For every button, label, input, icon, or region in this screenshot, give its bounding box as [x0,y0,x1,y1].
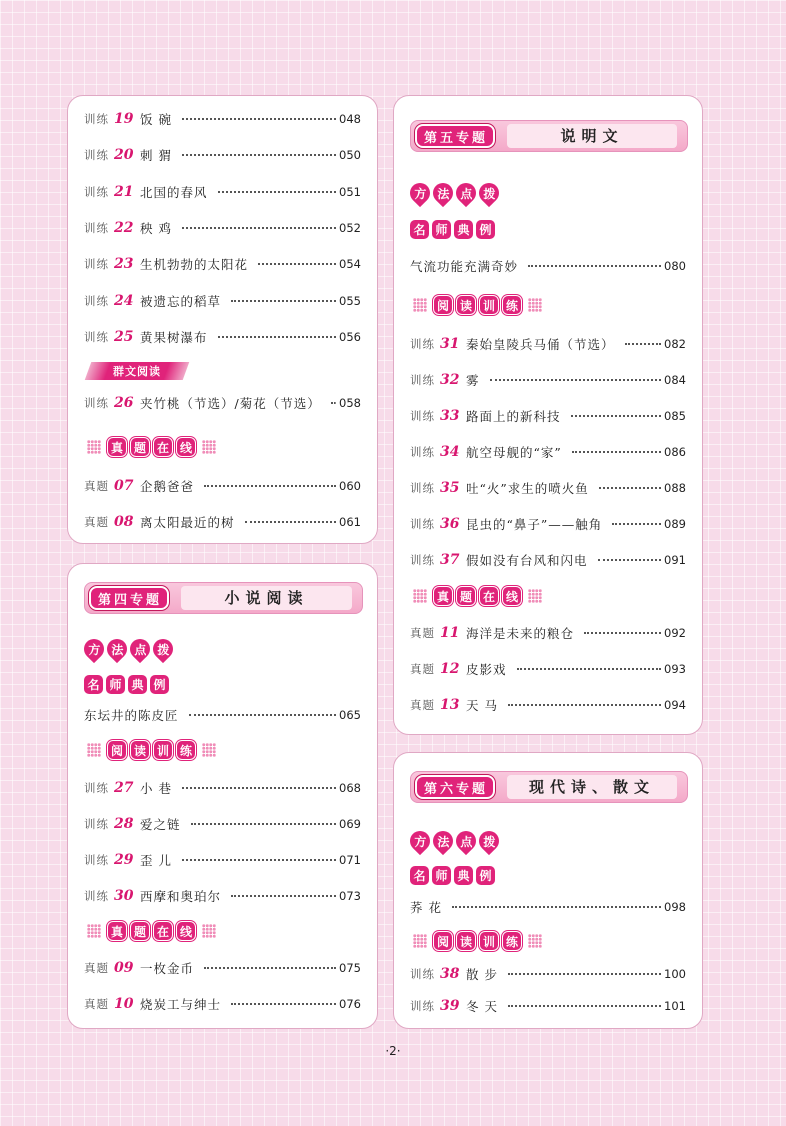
entry-kind: 训练 [410,517,435,531]
entry-number: 11 [440,625,460,641]
entry-number: 34 [440,444,460,460]
pin-icon [452,179,480,207]
label-char: 阅 [433,931,453,951]
pin-icon [429,179,457,207]
entry-page: 088 [664,481,686,495]
label-char: 例 [150,675,169,694]
entry-number: 30 [114,888,134,904]
toc-entry[interactable] [84,703,361,727]
entry-number: 32 [440,372,460,388]
badge-char: 六 [440,781,455,797]
toc-panel-section-4 [67,563,378,1029]
badge-char: 专 [456,130,471,146]
entry-title: 假如没有台风和闪电 [466,553,588,568]
example-label [84,675,169,694]
entry-kind: 训练 [84,184,109,199]
entry-number: 23 [114,256,134,273]
label-char: 读 [456,295,476,315]
label-char: 例 [476,220,495,239]
dot-leader [189,714,337,716]
toc-entry[interactable] [410,962,686,986]
example-label [410,220,495,239]
entry-number: 08 [114,514,134,530]
entry-kind: 训练 [84,148,109,163]
dot-leader [612,523,661,525]
entry-kind: 训练 [84,396,109,410]
toc-entry[interactable] [84,956,361,980]
reading-training-label [84,740,219,760]
toc-entry[interactable] [410,368,686,392]
method-label [410,831,499,851]
dot-leader [584,632,661,634]
ribbon-label: 群文阅读 [113,365,161,378]
entry-title: 皮影戏 [466,662,507,677]
section-header [410,771,688,803]
toc-entry[interactable] [84,289,361,313]
toc-entry[interactable] [410,332,686,356]
label-char: 练 [176,740,196,760]
pin-char: 法 [436,186,450,201]
entry-title: 天 马 [466,698,498,713]
entry-number: 20 [114,147,134,164]
entry-kind: 训练 [84,329,109,344]
entry-title: 饭 碗 [140,112,172,127]
dot-leader [508,973,661,975]
dot-leader [625,343,662,345]
entry-title: 冬 天 [466,999,498,1014]
entry-title: 爱之链 [140,817,181,832]
dot-leader [182,859,336,861]
entry-page: 069 [339,817,361,831]
toc-panel-section-5 [393,95,703,735]
entry-page: 060 [339,479,361,493]
label-char: 线 [176,921,196,941]
method-label [410,183,499,203]
toc-entry[interactable] [410,440,686,464]
entry-kind: 真题 [410,662,435,676]
entry-page: 050 [339,148,361,163]
dot-leader [182,787,336,789]
label-char: 名 [84,675,103,694]
badge-char: 专 [130,592,145,608]
entry-page: 098 [664,900,686,914]
example-label [410,866,495,885]
label-char: 典 [128,675,147,694]
toc-entry[interactable] [84,812,361,836]
toc-entry[interactable] [84,252,361,276]
pin-icon [406,179,434,207]
dot-pattern-icon [202,743,216,757]
entry-title: 一枚金币 [140,961,195,976]
exam-online-label [84,437,219,457]
toc-entry[interactable] [84,216,361,240]
dot-pattern-icon [413,298,427,312]
exam-online-label [410,586,545,606]
entry-kind: 训练 [410,553,435,567]
entry-title: 航空母舰的“家” [466,445,562,460]
section-badge [415,124,495,148]
toc-entry[interactable] [84,992,361,1016]
label-char: 在 [153,437,173,457]
entry-number: 37 [440,552,460,568]
entry-title: 烧炭工与绅士 [140,997,222,1012]
entry-kind: 训练 [410,337,435,351]
dot-leader [231,1003,336,1005]
label-char: 真 [107,437,127,457]
pin-char: 拨 [482,186,496,201]
toc-panel-section-6 [393,752,703,1029]
label-char: 练 [502,931,522,951]
entry-number: 28 [114,816,134,832]
entry-page: 094 [664,698,686,712]
entry-kind: 训练 [84,257,109,272]
dot-pattern-icon [528,298,542,312]
pin-icon [126,635,154,663]
pin-icon [452,827,480,855]
label-char: 读 [130,740,150,760]
entry-number: 24 [114,292,134,309]
entry-kind: 训练 [410,481,435,495]
toc-entry[interactable] [84,884,361,908]
entry-title: 歪 儿 [140,853,172,868]
entry-page: 068 [339,781,361,795]
entry-page: 085 [664,409,686,423]
toc-entry[interactable] [410,512,686,536]
pin-char: 拨 [482,834,496,849]
entry-page: 091 [664,553,686,567]
entry-kind: 训练 [410,445,435,459]
entry-page: 076 [339,997,361,1011]
entry-kind: 训练 [84,293,109,308]
label-char: 师 [432,220,451,239]
label-char: 师 [106,675,125,694]
label-char: 真 [107,921,127,941]
entry-number: 22 [114,219,134,236]
badge-char: 四 [114,592,129,608]
section-badge [415,775,495,799]
badge-char: 第 [424,130,439,146]
label-char: 名 [410,220,429,239]
label-char: 阅 [433,295,453,315]
entry-kind: 训练 [410,999,435,1013]
entry-page: 073 [339,889,361,903]
entry-title: 被遗忘的稻草 [140,293,222,309]
pin-char: 点 [459,186,473,201]
dot-pattern-icon [528,589,542,603]
label-char: 师 [432,866,451,885]
dot-leader [452,906,661,908]
dot-pattern-icon [87,924,101,938]
entry-kind: 真题 [84,479,109,493]
section-badge [89,586,169,610]
dot-leader [231,300,336,302]
entry-kind: 训练 [84,220,109,235]
toc-entry[interactable] [410,254,686,278]
label-char: 名 [410,866,429,885]
entry-page: 048 [339,112,361,126]
entry-kind: 真题 [84,997,109,1011]
toc-entry[interactable] [84,325,361,349]
entry-number: 36 [440,516,460,532]
pin-icon [475,179,503,207]
entry-kind: 训练 [84,817,109,831]
badge-char: 专 [456,781,471,797]
entry-page: 051 [339,184,361,199]
pin-char: 方 [413,186,427,201]
entry-kind: 训练 [410,373,435,387]
entry-page: 092 [664,626,686,640]
toc-entry[interactable] [84,180,361,204]
pin-char: 方 [413,834,427,849]
entry-title: 气流功能充满奇妙 [410,259,519,274]
reading-training-label [410,295,545,315]
dot-pattern-icon [202,924,216,938]
label-char: 训 [479,295,499,315]
dot-leader [528,265,661,267]
section-title: 小说阅读 [181,586,352,610]
dot-leader [182,227,336,229]
entry-number: 19 [114,111,134,127]
pin-char: 点 [133,642,147,657]
dot-leader [508,704,661,706]
entry-page: 089 [664,517,686,531]
entry-number: 39 [440,998,460,1014]
label-char: 线 [502,586,522,606]
entry-number: 26 [114,395,134,411]
dot-leader [204,967,336,969]
entry-page: 071 [339,853,361,867]
entry-page: 075 [339,961,361,975]
entry-title: 秦始皇陵兵马俑（节选） [466,337,615,352]
pin-icon [149,635,177,663]
entry-page: 055 [339,293,361,308]
dot-leader [599,487,661,489]
toc-entry[interactable] [410,994,686,1018]
entry-kind: 真题 [84,961,109,975]
entry-number: 29 [114,852,134,868]
entry-page: 061 [339,515,361,529]
entry-number: 31 [440,336,460,352]
pin-icon [475,827,503,855]
entry-number: 21 [114,183,134,200]
toc-entry[interactable] [410,404,686,428]
entry-number: 10 [114,996,134,1012]
entry-number: 33 [440,408,460,424]
entry-title: 东坛井的陈皮匠 [84,708,179,723]
dot-leader [231,895,336,897]
entry-page: 100 [664,967,686,981]
entry-number: 12 [440,661,460,677]
entry-title: 路面上的新科技 [466,409,561,424]
entry-title: 荞 花 [410,900,442,915]
dot-leader [191,823,337,825]
section-title: 现代诗、散文 [507,775,677,799]
label-char: 读 [456,931,476,951]
dot-leader [598,559,662,561]
toc-panel-continued [67,95,378,544]
page-number: ·2· [385,1044,401,1058]
entry-title: 夹竹桃（节选）/菊花（节选） [140,396,321,411]
entry-kind: 训练 [84,112,109,126]
label-char: 典 [454,220,473,239]
pin-icon [103,635,131,663]
dot-leader [204,485,336,487]
entry-title: 离太阳最近的树 [140,515,235,530]
pin-char: 法 [110,642,124,657]
entry-kind: 训练 [410,409,435,423]
label-char: 题 [130,921,150,941]
entry-title: 企鹅爸爸 [140,479,195,494]
entry-title: 散 步 [466,967,498,982]
dot-leader [517,668,662,670]
toc-entry[interactable] [84,510,361,534]
badge-char: 第 [424,781,439,797]
entry-page: 058 [339,396,361,410]
group-reading-ribbon [85,362,190,380]
toc-entry[interactable] [410,548,686,572]
label-char: 阅 [107,740,127,760]
label-char: 训 [153,740,173,760]
toc-entry[interactable] [410,895,686,919]
entry-number: 35 [440,480,460,496]
badge-char: 题 [472,130,487,146]
toc-entry[interactable] [410,693,686,717]
entry-page: 056 [339,329,361,344]
entry-page: 086 [664,445,686,459]
label-char: 练 [502,295,522,315]
entry-page: 093 [664,662,686,676]
badge-char: 五 [440,130,455,146]
entry-title: 北国的春风 [140,184,208,200]
entry-title: 小 巷 [140,781,172,796]
pin-char: 拨 [156,642,170,657]
pin-char: 方 [87,642,101,657]
entry-kind: 真题 [84,515,109,529]
entry-title: 海洋是未来的粮仓 [466,626,575,641]
label-char: 在 [479,586,499,606]
toc-entry[interactable] [84,848,361,872]
label-char: 真 [433,586,453,606]
dot-leader [508,1005,661,1007]
toc-entry[interactable] [410,621,686,645]
section-title: 说明文 [507,124,677,148]
badge-char: 题 [146,592,161,608]
dot-leader [245,521,337,523]
entry-page: 065 [339,708,361,722]
label-char: 在 [153,921,173,941]
entry-number: 13 [440,697,460,713]
entry-number: 27 [114,780,134,796]
entry-title: 吐“火”求生的喷火鱼 [466,481,589,496]
entry-title: 刺 猬 [140,148,172,164]
entry-title: 生机勃勃的太阳花 [140,257,249,273]
toc-entry[interactable] [84,474,361,498]
entry-kind: 训练 [410,967,435,981]
entry-page: 080 [664,259,686,273]
entry-number: 38 [440,966,460,982]
label-char: 线 [176,437,196,457]
badge-char: 第 [98,592,113,608]
dot-pattern-icon [87,743,101,757]
dot-pattern-icon [87,440,101,454]
dot-leader [572,451,661,453]
pin-icon [406,827,434,855]
toc-entry[interactable] [84,143,361,167]
label-char: 题 [456,586,476,606]
pin-icon [80,635,108,663]
exam-online-label [84,921,219,941]
label-char: 训 [479,931,499,951]
entry-number: 07 [114,478,134,494]
dot-leader [218,336,337,338]
entry-title: 黄果树瀑布 [140,329,208,345]
pin-char: 点 [459,834,473,849]
entry-kind: 真题 [410,698,435,712]
entry-page: 082 [664,337,686,351]
entry-page: 101 [664,999,686,1013]
entry-kind: 训练 [84,853,109,867]
toc-entry[interactable] [84,391,361,415]
entry-page: 084 [664,373,686,387]
dot-leader [331,402,336,404]
dot-leader [258,263,336,265]
dot-pattern-icon [528,934,542,948]
entry-page: 054 [339,257,361,272]
pin-char: 法 [436,834,450,849]
badge-char: 题 [472,781,487,797]
entry-kind: 真题 [410,626,435,640]
entry-title: 西摩和奥珀尔 [140,889,222,904]
toc-entry[interactable] [410,476,686,500]
entry-title: 秧 鸡 [140,220,172,236]
entry-kind: 训练 [84,781,109,795]
section-header [84,582,363,614]
entry-kind: 训练 [84,889,109,903]
dot-leader [182,154,336,156]
toc-entry[interactable] [84,107,361,131]
section-header [410,120,688,152]
entry-title: 雾 [466,373,480,388]
method-label [84,639,173,659]
entry-number: 09 [114,960,134,976]
entry-number: 25 [114,328,134,345]
entry-title: 昆虫的“鼻子”——触角 [466,517,603,532]
reading-training-label [410,931,545,951]
dot-pattern-icon [202,440,216,454]
label-char: 典 [454,866,473,885]
label-char: 题 [130,437,150,457]
dot-leader [182,118,336,120]
dot-leader [490,379,662,381]
entry-page: 052 [339,220,361,235]
toc-entry[interactable] [84,776,361,800]
pin-icon [429,827,457,855]
toc-entry[interactable] [410,657,686,681]
dot-pattern-icon [413,934,427,948]
dot-leader [571,415,662,417]
dot-pattern-icon [413,589,427,603]
dot-leader [218,191,337,193]
label-char: 例 [476,866,495,885]
